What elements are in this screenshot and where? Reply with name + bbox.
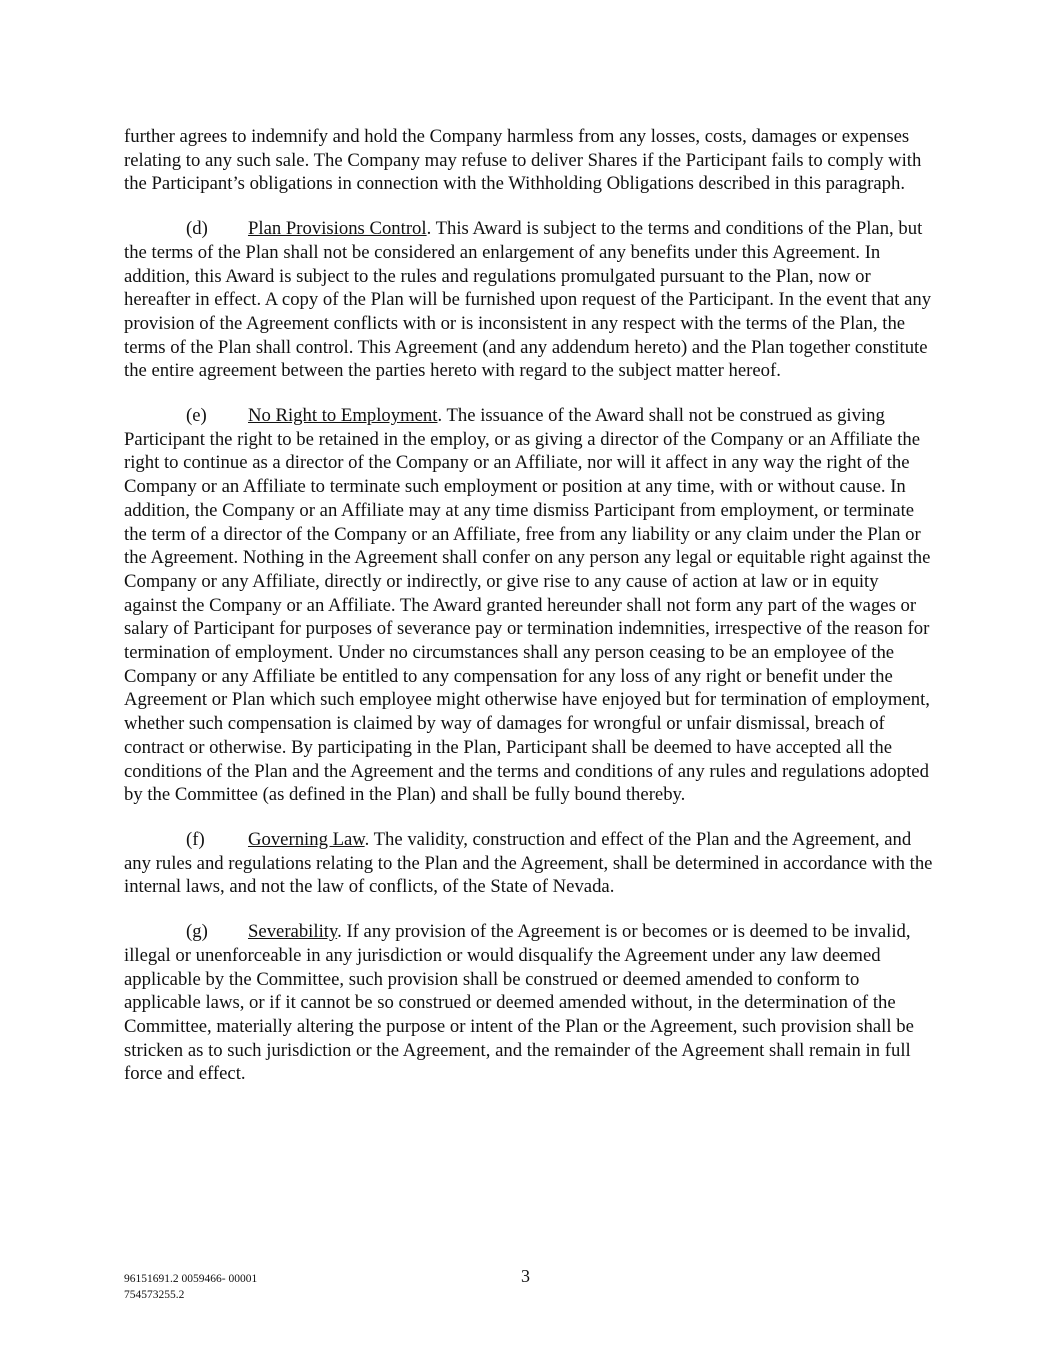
paragraph-label: (d) — [186, 218, 208, 240]
paragraph-text: . This Award is subject to the terms and conditions of the Plan, but the terms of the Plan shall not be considered an enlargement of any benefits under this Agreement. In addition, this Award is subject to the rules and regulations promulgated pursuant to the Plan, now or hereafter in effect. A copy of the Plan will be furnished upon request of the Participant. In the event that any provision of the Agreement conflicts with or is inconsistent in any respect with the terms of the Plan, the terms of the Plan shall control. This Agreement (and any addendum hereto) and the Plan together constitute the entire agreement between the parties hereto with regard to the subject matter hereof. — [124, 218, 932, 382]
paragraph-text: . The issuance of the Award shall not be construed as giving Participant the right to be retained in the employ, or as giving a director of the Company or an Affiliate the right to continue as a director of the Company or an Affiliate, nor will it affect in any way the right of the Company or an Affiliate to terminate such employment or position at any time, with or without cause. In addition, the Company or an Affiliate may at any time dismiss Participant from employment, or terminate the term of a director of the Company or an Affiliate, free from any liability or any claim under the Plan or the Agreement. Nothing in the Agreement shall confer on any person any legal or equitable right against the Company or any Affiliate, directly or indirectly, or give rise to any cause of action at law or in equity against the Company or an Affiliate. The Award granted hereunder shall not form any part of the wages or salary of Participant for purposes of severance pay or termination indemnities, irrespective of the reason for termination of employment. Under no circumstances shall any person ceasing to be an employee of the Company or any Affiliate be entitled to any compensation for any loss of any right or benefit under the Agreement or Plan which such employee might otherwise have enjoyed but for termination of employment, whether such compensation is claimed by way of damages for wrongful or unfair dismissal, breach of contract or otherwise. By participating in the Plan, Participant shall be deemed to have accepted all the conditions of the Plan and the Agreement and the terms and conditions of any rules and regulations adopted by the Committee (as defined in the Plan) and shall be fully bound thereby. — [124, 405, 931, 806]
paragraph-g-severability — [124, 920, 936, 1086]
paragraph-heading: Severability — [248, 921, 338, 943]
paragraph-text: . The validity, construction and effect of the Plan and the Agreement, and any rules and regulations relating to the Plan and the Agreement, shall be determined in accordance with the internal laws, and not the law of conflicts, of the State of Nevada. — [124, 828, 933, 898]
paragraph-e-no-right-to-employment — [124, 404, 936, 807]
paragraph-label: (e) — [186, 405, 207, 427]
paragraph-label: (f) — [186, 828, 205, 850]
paragraph-continuation — [124, 125, 936, 196]
page-number: 3 — [521, 1266, 530, 1286]
paragraph-text: further agrees to indemnify and hold the Company harmless from any losses, costs, damages or expenses relating to any such sale. The Company may refuse to deliver Shares if the Participant fails to comply with the Participant’s obligations in connection with the Withholding Obligations described in this paragraph. — [124, 126, 922, 195]
document-body — [124, 125, 936, 1107]
paragraph-label: (g) — [186, 921, 208, 943]
doc-id-line-1: 96151691.2 0059466- 00001 — [124, 1273, 258, 1285]
paragraph-f-governing-law — [124, 828, 936, 899]
doc-id-line-2: 754573255.2 — [124, 1289, 185, 1301]
footer-document-ids — [124, 1271, 257, 1303]
paragraph-text: . If any provision of the Agreement is or becomes or is deemed to be invalid, illegal or unenforceable in any jurisdiction or would disqualify the Agreement under any law deemed applicable by the Committee, such provision shall be construed or deemed amended to conform to applicable laws, or if it cannot be so construed or deemed amended without, in the determination of the Committee, materially altering the purpose or intent of the Plan or the Agreement, such provision shall be stricken as to such jurisdiction or the Agreement, and the remainder of the Agreement shall remain in full force and effect. — [124, 921, 914, 1085]
paragraph-heading: No Right to Employment — [248, 405, 438, 427]
paragraph-heading: Plan Provisions Control — [248, 218, 427, 240]
paragraph-d-plan-provisions-control — [124, 217, 936, 383]
paragraph-heading: Governing Law — [248, 828, 365, 850]
